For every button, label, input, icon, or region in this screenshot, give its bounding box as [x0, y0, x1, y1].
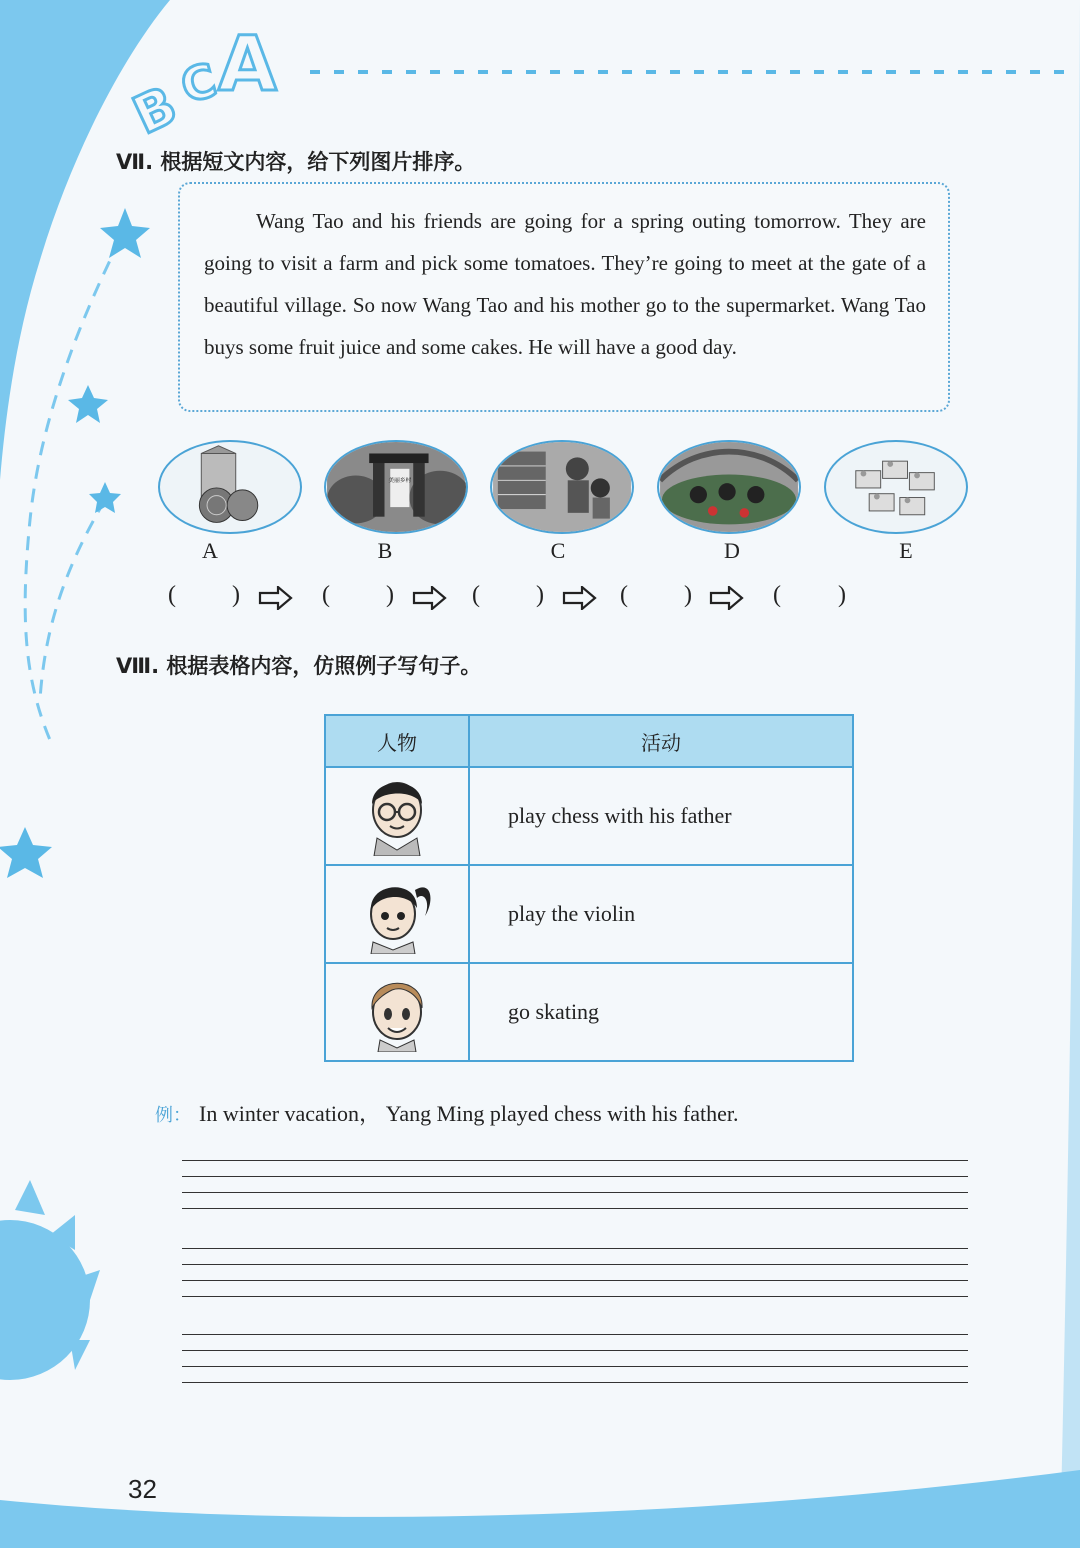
activity-cell: play the violin	[469, 865, 853, 963]
writing-line[interactable]	[182, 1382, 968, 1383]
table-row	[325, 963, 853, 1061]
order-blank-3-close: )	[536, 582, 544, 608]
star-icon	[100, 208, 150, 258]
sun-icon	[0, 1180, 100, 1380]
person-cell	[325, 963, 469, 1061]
person-cell	[325, 865, 469, 963]
writing-line[interactable]	[182, 1208, 968, 1209]
writing-line[interactable]	[182, 1296, 968, 1297]
passage-box	[178, 182, 950, 412]
example-tag: 例：	[155, 1105, 191, 1126]
order-blank-1-open: (	[168, 582, 176, 608]
writing-line[interactable]	[182, 1160, 968, 1161]
writing-line[interactable]	[182, 1366, 968, 1367]
picture-label-e: E	[899, 538, 913, 563]
boy-smiling-icon	[362, 968, 432, 1052]
writing-line[interactable]	[182, 1350, 968, 1351]
order-blank-5-close: )	[838, 582, 846, 608]
star-icon	[68, 385, 108, 423]
picture-c	[490, 440, 634, 534]
activity-table	[324, 714, 854, 1062]
activity-cell: go skating	[469, 963, 853, 1061]
decor-letter-b: B	[124, 75, 186, 147]
picture-label-b: B	[377, 538, 393, 563]
section7-heading: Ⅶ. 根据短文内容，给下列图片排序。	[116, 150, 476, 174]
order-blank-3-open: (	[472, 582, 480, 608]
table-header-activity: 活动	[469, 715, 853, 767]
writing-line[interactable]	[182, 1334, 968, 1335]
table-header-person: 人物	[325, 715, 469, 767]
order-blank-5-open: (	[773, 582, 781, 608]
supermarket-icon	[492, 442, 632, 532]
table-row	[325, 865, 853, 963]
example-sentence	[155, 1097, 739, 1128]
page-number: 32	[128, 1474, 157, 1504]
table-row	[325, 767, 853, 865]
order-blank-4-open: (	[620, 582, 628, 608]
picture-d	[657, 440, 801, 534]
star-icon	[0, 827, 52, 878]
person-cell	[325, 767, 469, 865]
picture-b	[324, 440, 468, 534]
writing-line[interactable]	[182, 1248, 968, 1249]
picture-a	[158, 440, 302, 534]
gate-sign-text: 美丽乡村	[388, 478, 412, 485]
example-text: In winter vacation， Yang Ming played chess with his father.	[199, 1101, 739, 1126]
decor-letter-c: C	[175, 52, 222, 114]
passage-text: Wang Tao and his friends are going for a spring outing tomorrow. They are going to visit a farm and pick some tomatoes. They’re going to meet at the gate of a beautiful village. So now Wang Tao and his mother go to the supermarket. Wang Tao buys some fruit juice and some cakes. He will have a good day.	[204, 209, 926, 359]
arrow-right-icon	[412, 586, 448, 610]
farm-tomatoes-icon	[659, 442, 799, 532]
juice-icon	[160, 442, 300, 532]
picture-label-c: C	[550, 538, 566, 563]
bottom-wave	[0, 1470, 1080, 1548]
order-blank-4-close: )	[684, 582, 692, 608]
writing-line[interactable]	[182, 1192, 968, 1193]
arrow-right-icon	[562, 586, 598, 610]
right-edge-band	[1060, 0, 1080, 1548]
order-blank-1-close: )	[232, 582, 240, 608]
girl-with-ponytail-icon	[359, 870, 435, 954]
writing-line[interactable]	[182, 1176, 968, 1177]
cakes-icon	[826, 442, 966, 532]
boy-with-glasses-icon	[362, 772, 432, 856]
picture-label-d: D	[724, 538, 740, 563]
picture-label-a: A	[202, 538, 218, 563]
order-blank-2-open: (	[322, 582, 330, 608]
arrow-right-icon	[709, 586, 745, 610]
writing-line[interactable]	[182, 1264, 968, 1265]
section8-heading: Ⅷ. 根据表格内容，仿照例子写句子。	[116, 654, 482, 678]
picture-e	[824, 440, 968, 534]
activity-cell: play chess with his father	[469, 767, 853, 865]
village-gate-icon	[326, 442, 466, 532]
arrow-right-icon	[258, 586, 294, 610]
decor-letter-a: A	[218, 19, 277, 108]
star-icon	[89, 482, 121, 513]
writing-line[interactable]	[182, 1280, 968, 1281]
order-blank-2-close: )	[386, 582, 394, 608]
